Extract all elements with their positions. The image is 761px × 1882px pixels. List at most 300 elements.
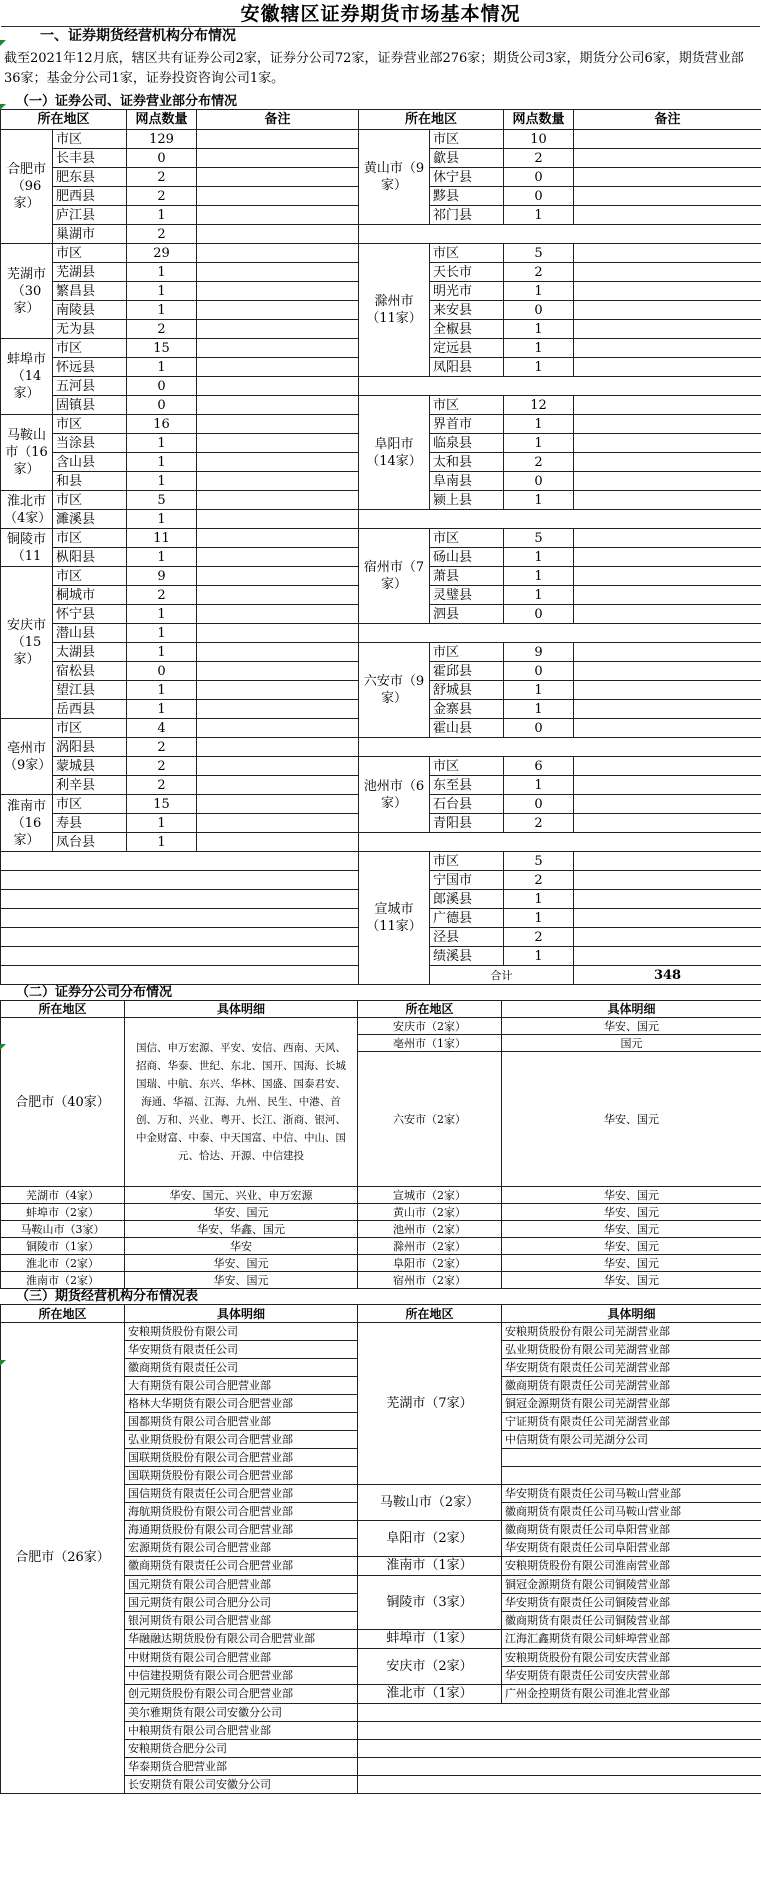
region-cell: 宣城市（2家）: [358, 1187, 502, 1204]
detail-cell: 江海汇鑫期货有限公司蚌埠营业部: [502, 1630, 761, 1649]
remark-cell: [197, 320, 359, 339]
total-label: 合计: [430, 966, 574, 985]
detail-cell: 国信期货有限责任公司合肥营业部: [125, 1485, 358, 1503]
detail-cell: 安粮期货股份有限公司淮南营业部: [502, 1557, 761, 1576]
count-cell: 2: [127, 776, 197, 795]
remark-cell: [197, 415, 359, 434]
table-row: [1, 738, 761, 757]
remark-cell: [574, 301, 761, 320]
count-cell: 2: [504, 871, 574, 890]
remark-cell: [574, 814, 761, 833]
count-cell: 2: [504, 149, 574, 168]
detail-cell: 徽商期货有限责任公司阜阳营业部: [502, 1521, 761, 1539]
count-cell: 16: [127, 415, 197, 434]
cell-comment-mark: [0, 1044, 6, 1050]
count-cell: 1: [504, 567, 574, 586]
detail-cell: 徽商期货有限责任公司: [125, 1359, 358, 1377]
remark-cell: [574, 244, 761, 263]
district-cell: 郎溪县: [430, 890, 504, 909]
region-cell: 阜阳市（2家）: [358, 1255, 502, 1272]
district-cell: 市区: [430, 396, 504, 415]
remark-cell: [197, 225, 359, 244]
remark-cell: [197, 529, 359, 548]
region-cell: 阜阳市（2家）: [358, 1521, 502, 1557]
remark-cell: [197, 339, 359, 358]
count-cell: 1: [504, 700, 574, 719]
count-cell: 1: [127, 263, 197, 282]
count-cell: 0: [127, 396, 197, 415]
remark-cell: [197, 624, 359, 643]
remark-cell: [197, 187, 359, 206]
district-cell: 芜湖县: [53, 263, 127, 282]
count-cell: 1: [504, 206, 574, 225]
count-cell: 1: [127, 700, 197, 719]
region-cell: 铜陵市（3家）: [358, 1576, 502, 1630]
remark-cell: [197, 548, 359, 567]
header-count: 网点数量: [504, 110, 574, 130]
header-region: 所在地区: [1, 1001, 125, 1018]
table-row: [1, 244, 761, 263]
detail-cell: [502, 1467, 761, 1485]
table-row: [1, 1187, 761, 1204]
empty-cell: [359, 624, 761, 643]
district-cell: 萧县: [430, 567, 504, 586]
district-cell: 石台县: [430, 795, 504, 814]
count-cell: 0: [504, 472, 574, 491]
count-cell: 1: [504, 548, 574, 567]
count-cell: 2: [504, 928, 574, 947]
table-row: [1, 1255, 761, 1272]
table-row: [1, 833, 761, 852]
header-region: 所在地区: [358, 1001, 502, 1018]
remark-cell: [574, 586, 761, 605]
empty-cell: [359, 738, 761, 757]
district-cell: 市区: [430, 244, 504, 263]
count-cell: 0: [504, 301, 574, 320]
remark-cell: [574, 548, 761, 567]
district-cell: 泾县: [430, 928, 504, 947]
district-cell: 肥东县: [53, 168, 127, 187]
detail-cell: 大有期货有限公司合肥营业部: [125, 1377, 358, 1395]
empty-cell: [359, 833, 761, 852]
futures-institution-table: [0, 1304, 761, 1794]
count-cell: 1: [504, 320, 574, 339]
remark-cell: [197, 510, 359, 529]
remark-cell: [197, 681, 359, 700]
detail-cell: 华安、华鑫、国元: [125, 1221, 358, 1238]
summary-paragraph: 截至2021年12月底，辖区共有证券公司2家，证券分公司72家，证券营业部276家；期货公司3家，期货分公司6家，期货营业部36家；基金分公司1家，证券投资咨询公司1家。: [4, 51, 744, 86]
district-cell: 市区: [53, 795, 127, 814]
count-cell: 1: [504, 491, 574, 510]
count-cell: 0: [504, 719, 574, 738]
table-row: [1, 1272, 761, 1289]
detail-cell: 国联期货股份有限公司合肥营业部: [125, 1449, 358, 1467]
table-row: [1, 624, 761, 643]
remark-cell: [197, 130, 359, 149]
remark-cell: [574, 491, 761, 510]
count-cell: 15: [127, 795, 197, 814]
empty-cell: [1, 947, 359, 966]
remark-cell: [574, 681, 761, 700]
region-cell: 淮南市（16家）: [1, 795, 53, 852]
district-cell: 临泉县: [430, 434, 504, 453]
district-cell: 巢湖市: [53, 225, 127, 244]
remark-cell: [574, 852, 761, 871]
remark-cell: [574, 909, 761, 928]
district-cell: 黟县: [430, 187, 504, 206]
district-cell: 金寨县: [430, 700, 504, 719]
total-value: 348: [574, 966, 761, 985]
detail-cell: 华安、国元: [502, 1018, 761, 1035]
header-detail: 具体明细: [502, 1305, 761, 1323]
district-cell: 霍山县: [430, 719, 504, 738]
table-row: [1, 757, 761, 776]
table1-heading: （一）证券公司、证券营业部分布情况: [16, 94, 238, 109]
region-cell: 蚌埠市（1家）: [358, 1630, 502, 1649]
remark-cell: [574, 187, 761, 206]
count-cell: 1: [504, 415, 574, 434]
detail-cell: 广州金控期货有限公司淮北营业部: [502, 1685, 761, 1704]
district-cell: 南陵县: [53, 301, 127, 320]
detail-cell: 华安、国元: [502, 1238, 761, 1255]
detail-cell: 海通期货股份有限公司合肥营业部: [125, 1521, 358, 1539]
detail-cell: 银河期货有限公司合肥营业部: [125, 1612, 358, 1630]
district-cell: 市区: [53, 339, 127, 358]
empty-cell: [1, 909, 359, 928]
detail-cell: 弘业期货股份有限公司合肥营业部: [125, 1431, 358, 1449]
district-cell: 太和县: [430, 453, 504, 472]
table-row: [1, 852, 761, 871]
region-cell: 马鞍山市（3家）: [1, 1221, 125, 1238]
detail-cell: 华安期货有限责任公司阜阳营业部: [502, 1539, 761, 1557]
district-cell: 定远县: [430, 339, 504, 358]
header-region: 所在地区: [359, 110, 504, 130]
district-cell: 市区: [430, 852, 504, 871]
detail-cell: 华安期货有限责任公司芜湖营业部: [502, 1359, 761, 1377]
count-cell: 1: [127, 605, 197, 624]
region-cell: 合肥市（40家）: [1, 1018, 125, 1187]
remark-cell: [574, 415, 761, 434]
detail-cell: 华安、国元: [125, 1204, 358, 1221]
district-cell: 市区: [53, 415, 127, 434]
count-cell: 11: [127, 529, 197, 548]
count-cell: 0: [127, 377, 197, 396]
region-cell: 芜湖市（30家）: [1, 244, 53, 339]
region-cell: 马鞍山市（2家）: [358, 1485, 502, 1521]
count-cell: 4: [127, 719, 197, 738]
region-cell: 淮北市（4家）: [1, 491, 53, 529]
remark-cell: [574, 567, 761, 586]
remark-cell: [574, 871, 761, 890]
count-cell: 0: [504, 168, 574, 187]
district-cell: 蒙城县: [53, 757, 127, 776]
district-cell: 固镇县: [53, 396, 127, 415]
region-cell: 淮南市（2家）: [1, 1272, 125, 1289]
count-cell: 1: [127, 301, 197, 320]
detail-cell: 徽商期货有限责任公司铜陵营业部: [502, 1612, 761, 1630]
remark-cell: [197, 282, 359, 301]
remark-cell: [574, 700, 761, 719]
detail-cell: 华安、国元: [502, 1255, 761, 1272]
detail-cell: 徽商期货有限责任公司合肥营业部: [125, 1557, 358, 1576]
district-cell: 灵璧县: [430, 586, 504, 605]
securities-branch-table: [0, 109, 761, 985]
detail-cell: 国元期货有限公司合肥分公司: [125, 1594, 358, 1612]
header-region: 所在地区: [1, 110, 127, 130]
remark-cell: [197, 244, 359, 263]
detail-cell: 华安、国元: [502, 1052, 761, 1187]
empty-cell: [1, 871, 359, 890]
detail-cell: 国联期货股份有限公司合肥营业部: [125, 1467, 358, 1485]
remark-cell: [574, 339, 761, 358]
count-cell: 1: [127, 282, 197, 301]
count-cell: 5: [127, 491, 197, 510]
detail-cell: 中信期货有限公司芜湖分公司: [502, 1431, 761, 1449]
count-cell: 1: [127, 624, 197, 643]
remark-cell: [197, 149, 359, 168]
district-cell: 霍邱县: [430, 662, 504, 681]
table-header-row: [1, 110, 761, 130]
district-cell: 来安县: [430, 301, 504, 320]
district-cell: 市区: [53, 719, 127, 738]
district-cell: 界首市: [430, 415, 504, 434]
remark-cell: [197, 643, 359, 662]
remark-cell: [197, 434, 359, 453]
table-row: [1, 1238, 761, 1255]
table-row: [1, 643, 761, 662]
region-cell: 铜陵市（11: [1, 529, 53, 567]
count-cell: 1: [127, 510, 197, 529]
securities-subsidiary-table: [0, 1000, 761, 1289]
count-cell: 1: [504, 358, 574, 377]
region-cell: 六安市（9家）: [359, 643, 430, 738]
region-cell: 马鞍山市（16家）: [1, 415, 53, 491]
remark-cell: [574, 529, 761, 548]
count-cell: 1: [504, 434, 574, 453]
detail-cell: 徽商期货有限责任公司芜湖营业部: [502, 1377, 761, 1395]
count-cell: 1: [504, 947, 574, 966]
region-cell: 池州市（6家）: [359, 757, 430, 833]
district-cell: 宿松县: [53, 662, 127, 681]
count-cell: 5: [504, 529, 574, 548]
region-cell: 亳州市（1家）: [358, 1035, 502, 1052]
district-cell: 东至县: [430, 776, 504, 795]
district-cell: 含山县: [53, 453, 127, 472]
remark-cell: [197, 738, 359, 757]
district-cell: 利辛县: [53, 776, 127, 795]
cell-comment-mark: [0, 1360, 6, 1366]
count-cell: 1: [127, 434, 197, 453]
count-cell: 10: [504, 130, 574, 149]
district-cell: 凤阳县: [430, 358, 504, 377]
district-cell: 砀山县: [430, 548, 504, 567]
district-cell: 阜南县: [430, 472, 504, 491]
remark-cell: [197, 757, 359, 776]
district-cell: 明光市: [430, 282, 504, 301]
region-cell: 安庆市（2家）: [358, 1649, 502, 1685]
table2-heading: （二）证券分公司分布情况: [16, 985, 173, 1000]
remark-cell: [197, 168, 359, 187]
count-cell: 9: [504, 643, 574, 662]
district-cell: 市区: [430, 529, 504, 548]
district-cell: 市区: [53, 529, 127, 548]
district-cell: 绩溪县: [430, 947, 504, 966]
table-row: [1, 130, 761, 149]
remark-cell: [574, 472, 761, 491]
count-cell: 1: [127, 472, 197, 491]
detail-cell: 安粮期货股份有限公司: [125, 1323, 358, 1341]
district-cell: 舒城县: [430, 681, 504, 700]
count-cell: 1: [127, 814, 197, 833]
district-cell: 歙县: [430, 149, 504, 168]
detail-cell: 国元: [502, 1035, 761, 1052]
count-cell: 2: [504, 453, 574, 472]
empty-cell: [359, 377, 761, 396]
detail-cell: 华安、国元: [502, 1221, 761, 1238]
detail-cell: 华安、国元、兴业、申万宏源: [125, 1187, 358, 1204]
district-cell: 无为县: [53, 320, 127, 339]
district-cell: 全椒县: [430, 320, 504, 339]
district-cell: 和县: [53, 472, 127, 491]
count-cell: 2: [127, 187, 197, 206]
count-cell: 2: [127, 738, 197, 757]
count-cell: 1: [127, 358, 197, 377]
remark-cell: [574, 643, 761, 662]
region-cell: 宿州市（7家）: [359, 529, 430, 624]
district-cell: 广德县: [430, 909, 504, 928]
remark-cell: [574, 168, 761, 187]
empty-cell: [1, 890, 359, 909]
count-cell: 2: [127, 225, 197, 244]
remark-cell: [197, 396, 359, 415]
detail-cell: 创元期货股份有限公司合肥营业部: [125, 1685, 358, 1704]
count-cell: 1: [127, 643, 197, 662]
remark-cell: [197, 377, 359, 396]
empty-cell: [358, 1758, 761, 1776]
region-cell: 滁州市（2家）: [358, 1238, 502, 1255]
remark-cell: [574, 757, 761, 776]
district-cell: 市区: [430, 130, 504, 149]
count-cell: 2: [127, 586, 197, 605]
table3-heading: （三）期货经营机构分布情况表: [16, 1289, 199, 1304]
empty-cell: [359, 225, 761, 244]
detail-cell: 宁证期货有限责任公司芜湖营业部: [502, 1413, 761, 1431]
detail-cell: 安粮期货股份有限公司安庆营业部: [502, 1649, 761, 1667]
remark-cell: [197, 776, 359, 795]
detail-cell: 徽商期货有限责任公司马鞍山营业部: [502, 1503, 761, 1521]
count-cell: 9: [127, 567, 197, 586]
empty-cell: [359, 510, 761, 529]
page-title: 安徽辖区证券期货市场基本情况: [240, 3, 521, 25]
empty-cell: [358, 1722, 761, 1740]
header-detail: 具体明细: [125, 1001, 358, 1018]
district-cell: 涡阳县: [53, 738, 127, 757]
count-cell: 1: [127, 833, 197, 852]
count-cell: 2: [127, 168, 197, 187]
count-cell: 1: [127, 548, 197, 567]
region-cell: 合肥市（96家）: [1, 130, 53, 244]
detail-cell: 安粮期货股份有限公司芜湖营业部: [502, 1323, 761, 1341]
count-cell: 2: [504, 814, 574, 833]
count-cell: 2: [504, 263, 574, 282]
region-cell: 宣城市（11家）: [359, 852, 430, 985]
count-cell: 0: [504, 662, 574, 681]
region-cell: 芜湖市（7家）: [358, 1323, 502, 1485]
detail-cell: 安粮期货合肥分公司: [125, 1740, 358, 1758]
remark-cell: [574, 605, 761, 624]
count-cell: 1: [504, 339, 574, 358]
remark-cell: [197, 700, 359, 719]
remark-cell: [574, 795, 761, 814]
empty-cell: [1, 928, 359, 947]
empty-cell: [358, 1776, 761, 1794]
remark-cell: [574, 890, 761, 909]
remark-cell: [574, 282, 761, 301]
region-cell: 亳州市（9家）: [1, 719, 53, 795]
district-cell: 宁国市: [430, 871, 504, 890]
remark-cell: [197, 491, 359, 510]
table-row: [1, 225, 761, 244]
remark-cell: [197, 605, 359, 624]
remark-cell: [574, 662, 761, 681]
table-row: [1, 1323, 761, 1341]
detail-cell: 铜冠金源期货有限公司铜陵营业部: [502, 1576, 761, 1594]
count-cell: 1: [504, 890, 574, 909]
remark-cell: [197, 795, 359, 814]
remark-cell: [574, 320, 761, 339]
table-header-row: [1, 1001, 761, 1018]
district-cell: 凤台县: [53, 833, 127, 852]
detail-cell: 华安期货有限责任公司铜陵营业部: [502, 1594, 761, 1612]
cell-comment-mark: [0, 104, 6, 110]
region-cell: 六安市（2家）: [358, 1052, 502, 1187]
region-cell: 淮北市（2家）: [1, 1255, 125, 1272]
table-row: [1, 1221, 761, 1238]
district-cell: 五河县: [53, 377, 127, 396]
detail-cell: 中粮期货有限公司合肥营业部: [125, 1722, 358, 1740]
region-cell: 安庆市（15家）: [1, 567, 53, 719]
remark-cell: [197, 453, 359, 472]
remark-cell: [197, 567, 359, 586]
empty-cell: [358, 1704, 761, 1722]
detail-cell: 华融融达期货股份有限公司合肥营业部: [125, 1630, 358, 1649]
detail-cell: 国都期货有限公司合肥营业部: [125, 1413, 358, 1431]
count-cell: 0: [504, 795, 574, 814]
region-cell: 淮北市（1家）: [358, 1685, 502, 1704]
remark-cell: [574, 719, 761, 738]
detail-cell: 国元期货有限公司合肥营业部: [125, 1576, 358, 1594]
district-cell: 青阳县: [430, 814, 504, 833]
district-cell: 休宁县: [430, 168, 504, 187]
remark-cell: [574, 130, 761, 149]
count-cell: 5: [504, 244, 574, 263]
count-cell: 1: [504, 909, 574, 928]
header-count: 网点数量: [127, 110, 197, 130]
region-cell: 安庆市（2家）: [358, 1018, 502, 1035]
detail-cell: 海航期货股份有限公司合肥营业部: [125, 1503, 358, 1521]
header-detail: 具体明细: [125, 1305, 358, 1323]
region-cell: 黄山市（9家）: [359, 130, 430, 225]
detail-cell: 华安期货有限责任公司安庆营业部: [502, 1667, 761, 1685]
header-remark: 备注: [574, 110, 761, 130]
detail-cell: 格林大华期货有限公司合肥营业部: [125, 1395, 358, 1413]
detail-cell: 华安、国元: [502, 1187, 761, 1204]
table-row: [1, 510, 761, 529]
district-cell: 枞阳县: [53, 548, 127, 567]
detail-cell: 华安、国元: [502, 1272, 761, 1289]
remark-cell: [574, 396, 761, 415]
count-cell: 0: [127, 662, 197, 681]
